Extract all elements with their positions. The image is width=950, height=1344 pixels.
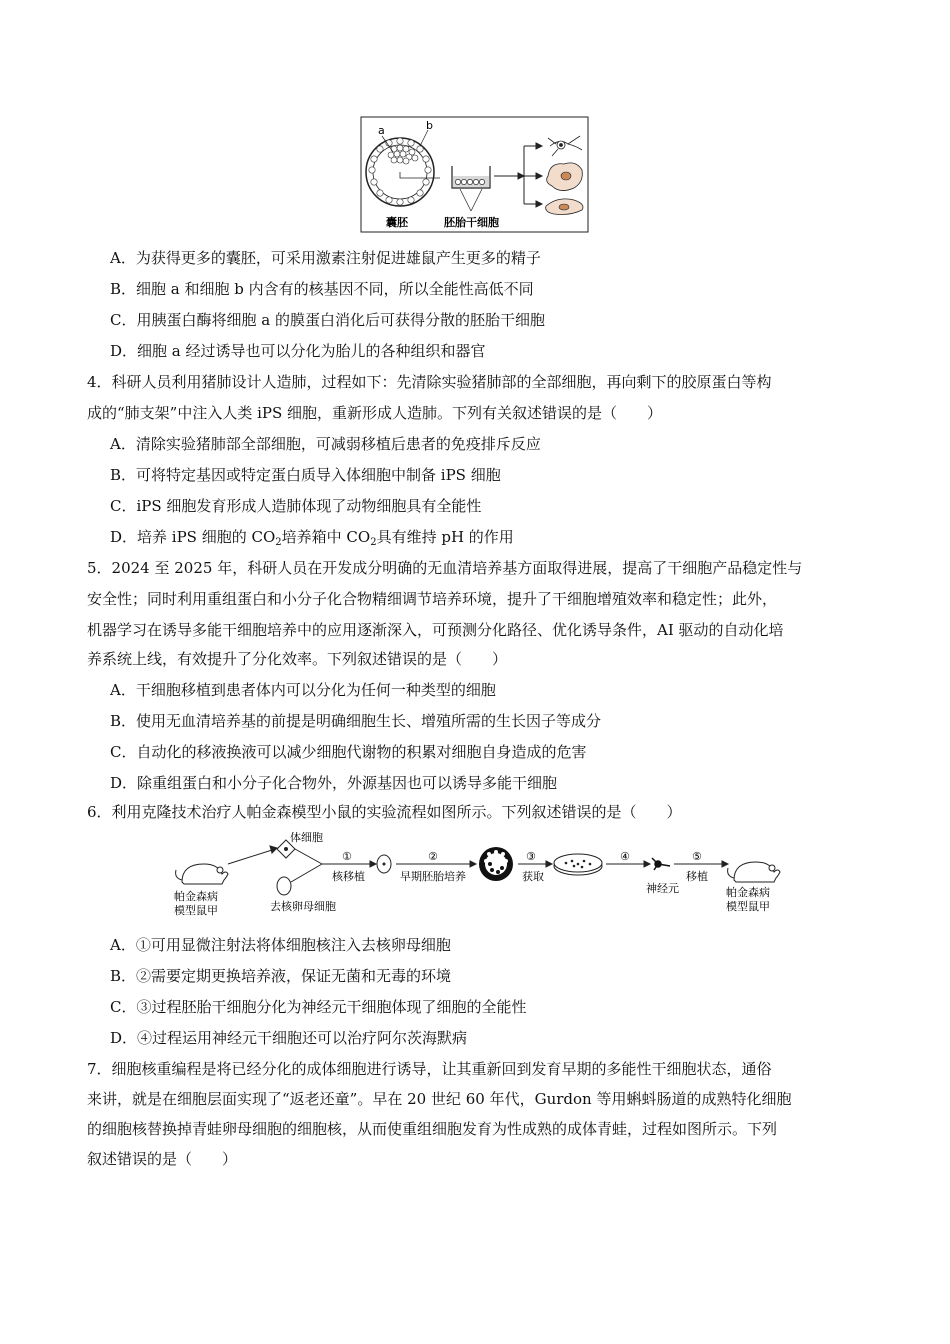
q6-stem: 6．利用克隆技术治疗人帕金森模型小鼠的实验流程如图所示。下列叙述错误的是（ ） bbox=[87, 803, 682, 821]
q3-option-d: D．细胞 a 经过诱导也可以分化为胎儿的各种组织和器官 bbox=[110, 342, 486, 360]
q5-stem-line4: 养系统上线，有效提升了分化效率。下列叙述错误的是（ ） bbox=[87, 650, 508, 668]
q4-d-sub1: 2 bbox=[275, 537, 282, 548]
q5-option-b: B．使用无血清培养基的前提是明确细胞生长、增殖所需的生长因子等成分 bbox=[110, 712, 602, 730]
q7-stem-line1: 7．细胞核重编程是将已经分化的成体细胞进行诱导，让其重新回到发育早期的多能性干细胞状态，通俗 bbox=[87, 1060, 772, 1078]
somatic-label: 体细胞 bbox=[290, 831, 323, 844]
mouse-right-label-1: 帕金森病 bbox=[726, 886, 770, 899]
q4-d-part3: 具有维持 pH 的作用 bbox=[376, 528, 514, 546]
label-b: b bbox=[426, 119, 433, 132]
figure-cloning-flow bbox=[174, 830, 784, 920]
mouse-right-icon bbox=[728, 862, 780, 882]
q3-option-b: B．细胞 a 和细胞 b 内含有的核基因不同，所以全能性高低不同 bbox=[110, 280, 534, 298]
q4-d-part1: D．培养 iPS 细胞的 CO bbox=[110, 528, 276, 546]
q3-option-a: A．为获得更多的囊胚，可采用激素注射促进雄鼠产生更多的精子 bbox=[110, 249, 541, 267]
q3-option-c: C．用胰蛋白酶将细胞 a 的膜蛋白消化后可获得分散的胚胎干细胞 bbox=[110, 311, 545, 329]
step2-number: ② bbox=[428, 850, 438, 863]
figure-blastocyst-es-cells bbox=[360, 116, 590, 233]
step5-number: ⑤ bbox=[692, 850, 702, 863]
neuron-icon bbox=[652, 858, 670, 870]
mouse-left-label-2: 模型鼠甲 bbox=[174, 904, 218, 917]
caption-blastocyst: 囊胚 bbox=[386, 216, 408, 229]
mouse-left-icon bbox=[176, 864, 228, 884]
q6-option-b: B．②需要定期更换培养液，保证无菌和无毒的环境 bbox=[110, 967, 452, 985]
step2-label: 早期胚胎培养 bbox=[400, 870, 466, 883]
q4-option-a: A．清除实验猪肺部全部细胞，可减弱移植后患者的免疫排斥反应 bbox=[110, 435, 541, 453]
q4-d-sub2: 2 bbox=[370, 537, 377, 548]
q5-stem-line2: 安全性；同时利用重组蛋白和小分子化合物精细调节培养环境，提升了干细胞增殖效率和稳定性；此外， bbox=[87, 590, 778, 608]
q4-d-part2: 培养箱中 CO bbox=[281, 528, 371, 546]
q5-option-d: D．除重组蛋白和小分子化合物外，外源基因也可以诱导多能干细胞 bbox=[110, 774, 558, 792]
step5-label: 移植 bbox=[686, 870, 708, 883]
step3-number: ③ bbox=[526, 850, 536, 863]
step1-number: ① bbox=[342, 850, 352, 863]
q5-option-a: A．干细胞移植到患者体内可以分化为任何一种类型的细胞 bbox=[110, 681, 496, 699]
q5-stem-line1: 5．2024 至 2025 年，科研人员在开发成分明确的无血清培养基方面取得进展，提高了干细胞产品稳定性与 bbox=[87, 559, 803, 577]
caption-es-cells: 胚胎干细胞 bbox=[444, 216, 499, 229]
q6-option-a: A．①可用显微注射法将体细胞核注入去核卵母细胞 bbox=[110, 936, 451, 954]
q5-option-c: C．自动化的移液换液可以减少细胞代谢物的积累对细胞自身造成的危害 bbox=[110, 743, 587, 761]
mouse-left-label-1: 帕金森病 bbox=[174, 890, 218, 903]
oocyte-label: 去核卵母细胞 bbox=[270, 900, 336, 913]
q4-stem-line2: 成的“肺支架”中注入人类 iPS 细胞，重新形成人造肺。下列有关叙述错误的是（ ） bbox=[87, 404, 663, 422]
neuron-label: 神经元 bbox=[646, 882, 679, 895]
q4-option-d bbox=[110, 526, 514, 554]
step3-label: 获取 bbox=[522, 870, 544, 883]
q7-stem-line4: 叙述错误的是（ ） bbox=[87, 1150, 238, 1168]
mouse-right-label-2: 模型鼠甲 bbox=[726, 900, 770, 913]
q7-stem-line3: 的细胞核替换掉青蛙卵母细胞的细胞核，从而使重组细胞发育为性成熟的成体青蛙，过程如图所示。下列 bbox=[87, 1120, 778, 1138]
step1-label: 核移植 bbox=[332, 870, 365, 883]
q6-option-c: C．③过程胚胎干细胞分化为神经元干细胞体现了细胞的全能性 bbox=[110, 998, 527, 1016]
blastocyst-icon bbox=[479, 847, 513, 881]
oocyte-icon bbox=[277, 877, 291, 895]
petri-dish-icon bbox=[554, 854, 602, 875]
q4-option-b: B．可将特定基因或特定蛋白质导入体细胞中制备 iPS 细胞 bbox=[110, 466, 501, 484]
q6-option-d: D．④过程运用神经元干细胞还可以治疗阿尔茨海默病 bbox=[110, 1029, 468, 1047]
step4-number: ④ bbox=[620, 850, 630, 863]
q4-stem-line1: 4．科研人员利用猪肺设计人造肺，过程如下：先清除实验猪肺部的全部细胞，再向剩下的胶原蛋白等构 bbox=[87, 373, 772, 391]
q5-stem-line3: 机器学习在诱导多能干细胞培养中的应用逐渐深入，可预测分化路径、优化诱导条件，AI 驱动的自动化培 bbox=[87, 621, 784, 639]
q4-option-c: C．iPS 细胞发育形成人造肺体现了动物细胞具有全能性 bbox=[110, 497, 482, 515]
q7-stem-line2: 来讲，就是在细胞层面实现了“返老还童”。早在 20 世纪 60 年代，Gurdon 等用蝌蚪肠道的成熟特化细胞 bbox=[87, 1090, 792, 1108]
label-a: a bbox=[378, 124, 385, 137]
